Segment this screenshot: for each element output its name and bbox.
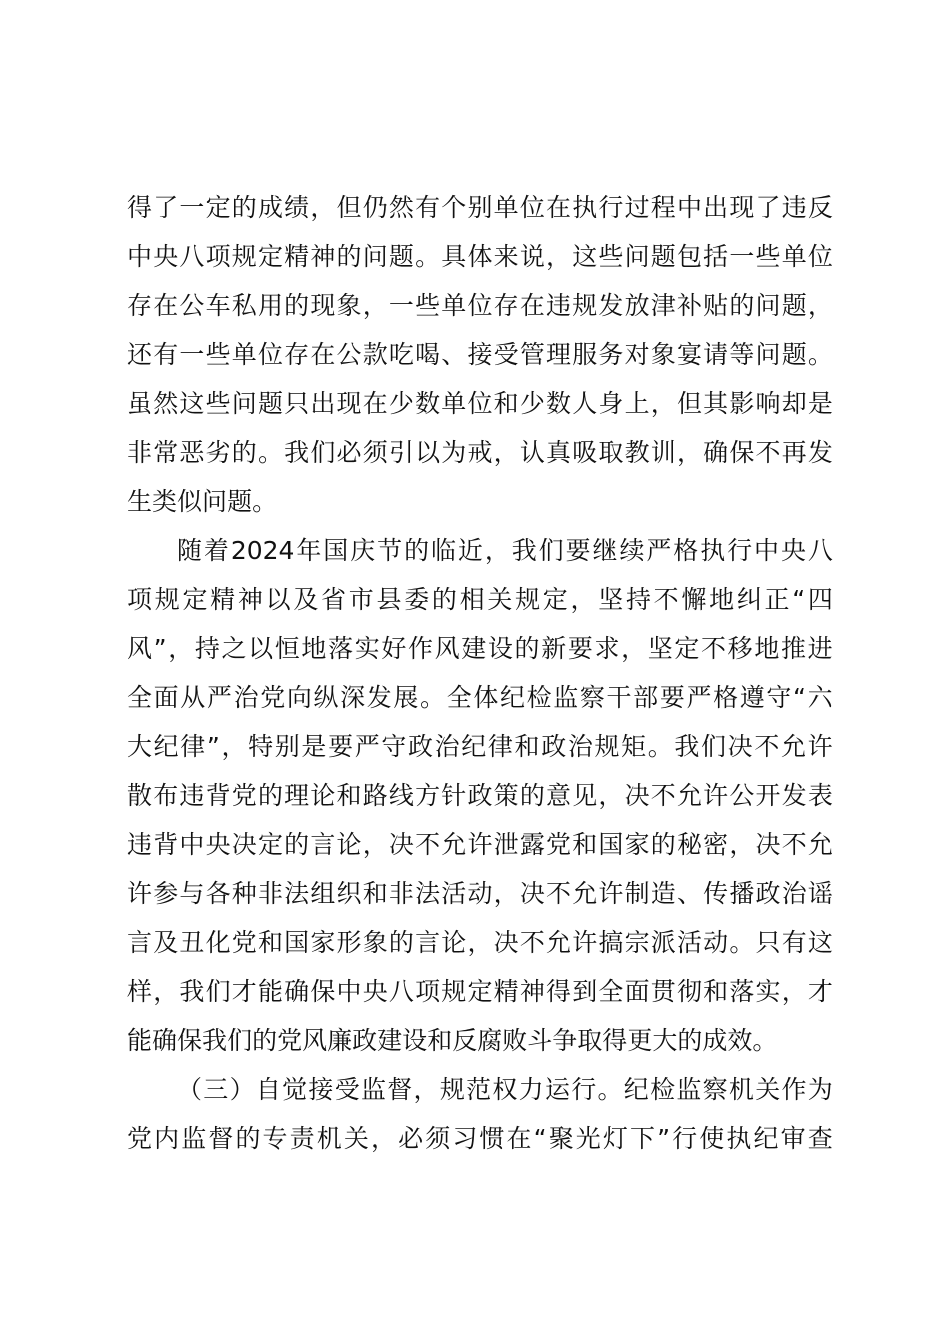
text-line: 全 面 从 严 治 党 向 纵 深 发 展 。 全 体 纪 检 监 察 干 部 要 严 格 遵 守 “ 六 <box>127 683 833 712</box>
text-line: 党 内 监 督 的 专 责 机 关 ， 必 须 习 惯 在 “ 聚 光 灯 下 ” 行 使 执 纪 审 查 <box>127 1124 833 1153</box>
text-line: 虽 然 这 些 问 题 只 出 现 在 少 数 单 位 和 少 数 人 身 上 ， 但 其 影 响 却 是 <box>127 389 833 418</box>
text-line: 言 及 丑 化 党 和 国 家 形 象 的 言 论 ， 决 不 允 许 搞 宗 派 活 动 。 只 有 这 <box>127 928 833 957</box>
text-line: 项 规 定 精 神 以 及 省 市 县 委 的 相 关 规 定 ， 坚 持 不 懈 地 纠 正 “ 四 <box>127 585 833 614</box>
text-line: 生 类 似 问 题 。 <box>127 487 278 516</box>
text-line: 风 ” ， 持 之 以 恒 地 落 实 好 作 风 建 设 的 新 要 求 ， 坚 定 不 移 地 推 进 <box>127 634 833 663</box>
text-line: 样 ， 我 们 才 能 确 保 中 央 八 项 规 定 精 神 得 到 全 面 贯 彻 和 落 实 ， 才 <box>127 977 833 1006</box>
text-line: 散 布 违 背 党 的 理 论 和 路 线 方 针 政 策 的 意 见 ， 决 不 允 许 公 开 发 表 <box>127 781 833 810</box>
text-line: 许 参 与 各 种 非 法 组 织 和 非 法 活 动 ， 决 不 允 许 制 造 、 传 播 政 治 谣 <box>127 879 833 908</box>
text-line: 中 央 八 项 规 定 精 神 的 问 题 。 具 体 来 说 ， 这 些 问 题 包 括 一 些 单 位 <box>127 242 833 271</box>
text-line: 存 在 公 车 私 用 的 现 象 ， 一 些 单 位 存 在 违 规 发 放 津 补 贴 的 问 题 ， <box>127 291 833 320</box>
text-line: （ 三 ） 自 觉 接 受 监 督 ， 规 范 权 力 运 行 。 纪 检 监 察 机 关 作 为 <box>177 1075 833 1104</box>
text-line: 得 了 一 定 的 成 绩 ， 但 仍 然 有 个 别 单 位 在 执 行 过 程 中 出 现 了 违 反 <box>127 193 833 222</box>
text-line: 随 着 2024 年 国 庆 节 的 临 近 ， 我 们 要 继 续 严 格 执 行 中 央 八 <box>177 536 833 565</box>
text-line: 违 背 中 央 决 定 的 言 论 ， 决 不 允 许 泄 露 党 和 国 家 的 秘 密 ， 决 不 允 <box>127 830 833 859</box>
document-body <box>127 183 833 1163</box>
text-line: 大 纪 律 ” ， 特 别 是 要 严 守 政 治 纪 律 和 政 治 规 矩 。 我 们 决 不 允 许 <box>127 732 833 761</box>
text-line: 能 确 保 我 们 的 党 风 廉 政 建 设 和 反 腐 败 斗 争 取 得 更 大 的 成 效 。 <box>127 1026 778 1055</box>
text-line: 还 有 一 些 单 位 存 在 公 款 吃 喝 、 接 受 管 理 服 务 对 象 宴 请 等 问 题 。 <box>127 340 833 369</box>
text-line: 非 常 恶 劣 的 。 我 们 必 须 引 以 为 戒 ， 认 真 吸 取 教 训 ， 确 保 不 再 发 <box>127 438 833 467</box>
